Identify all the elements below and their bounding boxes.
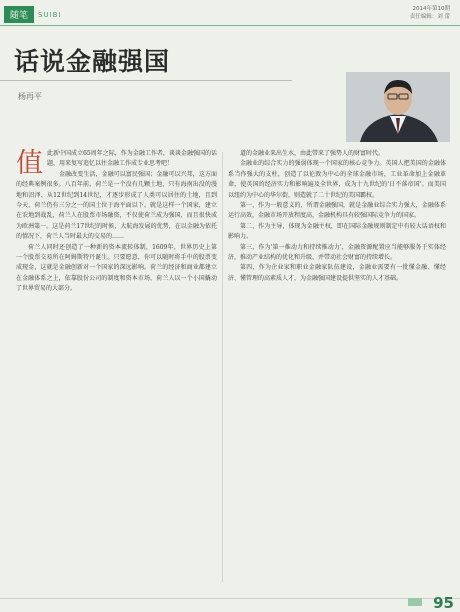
footer-decoration [408, 598, 422, 606]
article-paragraph: 金融改变生活，金融可以富民强国；金融可以兴邦，这方面的经典案例很多。八百年前，荷兰是一个没有几颗土地、只有海南出没的漫地和沼泽、从12世纪到14世纪，才逐步形成了人类可以居住的土地，且到今天，荷兰仍有三分之一的国土位于海平面以下。就是这样一个国家，建立在农地到战乱，荷兰人在股票市场融资，不仅使荷兰成为强国，而且很快成为欧洲第一。这是荷兰17世纪的时候，大航海发展的优势，在以金融为依托的情况下，荷兰人当时最大的交易的…… [16, 170, 217, 241]
article-paragraph: 第二，作为主导，体现为金融主权，即在国际金融规则制定中有较大话语权和影响力。 [228, 222, 446, 241]
section-tag [4, 6, 62, 23]
issue-info [410, 5, 450, 21]
article-paragraph: 金融业的综合实力的强弱体现一个国家的核心竞争力。英国人把美国的金融体系当作强大的支柱，创造了以伦敦为中心的全球金融市场，工业革命加上金融革命，使英国的经济实力和影响遍及全世界，成为十九世纪的'日不落帝国'。而美国以纽约为中心的华尔街，则造就了二十世纪的美国霸权。 [228, 160, 446, 199]
article-author: 杨再平 [18, 92, 42, 101]
author-portrait-icon [346, 72, 450, 142]
article-paragraph: 第三，作为'第一推动力和持续推动力'，金融资源配置应当能够服务于实体经济，推动产业结构的优化和升级，并带动社会财富的持续增长。 [228, 243, 446, 262]
column-divider [222, 152, 223, 582]
footer-rule [0, 598, 460, 599]
title-rule [0, 80, 292, 81]
author-photo [346, 72, 450, 142]
editor-line: 责任编辑：刘 蕾 [409, 14, 450, 20]
article-paragraph: 荷兰人同时还创造了一种新的资本流转体制，1609年，世界历史上第一个股票交易所在阿姆斯特丹诞生。只要愿意，你可以随时将手中的股票变成现金，这就是金融创新对一个国家的深远影响。荷兰的经济和商业都建立在金融体系之上，依靠股份公司的制度和资本市场，荷兰人以一个小国撬动了世界贸易的大部分。 [16, 243, 217, 293]
article-paragraph: 第一，作为一般意义的，所谓金融强国，就是金融业综合实力强大，金融体系运行高效，金融市场开放程度高，金融机构具有较强国际竞争力的国家。 [228, 202, 446, 220]
article-paragraph: 第四，作为企业家和职业金融家队伍建设，金融业需要有一批懂金融、懂经济、懂管理的高素质人才，为金融强国建设提供坚实的人才基础。 [228, 264, 446, 282]
page-number: 95 [433, 594, 454, 612]
section-tag-latin: SUIBI [38, 10, 62, 19]
drop-cap: 值 [16, 148, 43, 179]
paragraph-text: 此新中国成立65周年之际，作为金融工作者，谈谈金融强国的话题，用来复写追忆以往金融工作成专业思考吧！ [47, 150, 217, 168]
article-lead-paragraph [16, 148, 217, 179]
article-title: 话说金融强国 [14, 47, 171, 76]
header-rule [0, 25, 460, 26]
article-paragraph: 道的金融业来出生水，由此带来了强势人的财富时代。 [240, 150, 385, 157]
section-tag-label: 随笔 [4, 6, 34, 23]
article-body-right-column [228, 149, 446, 284]
issue-line: 2014年第10期 [412, 6, 450, 12]
article-body-left-column [16, 149, 217, 295]
